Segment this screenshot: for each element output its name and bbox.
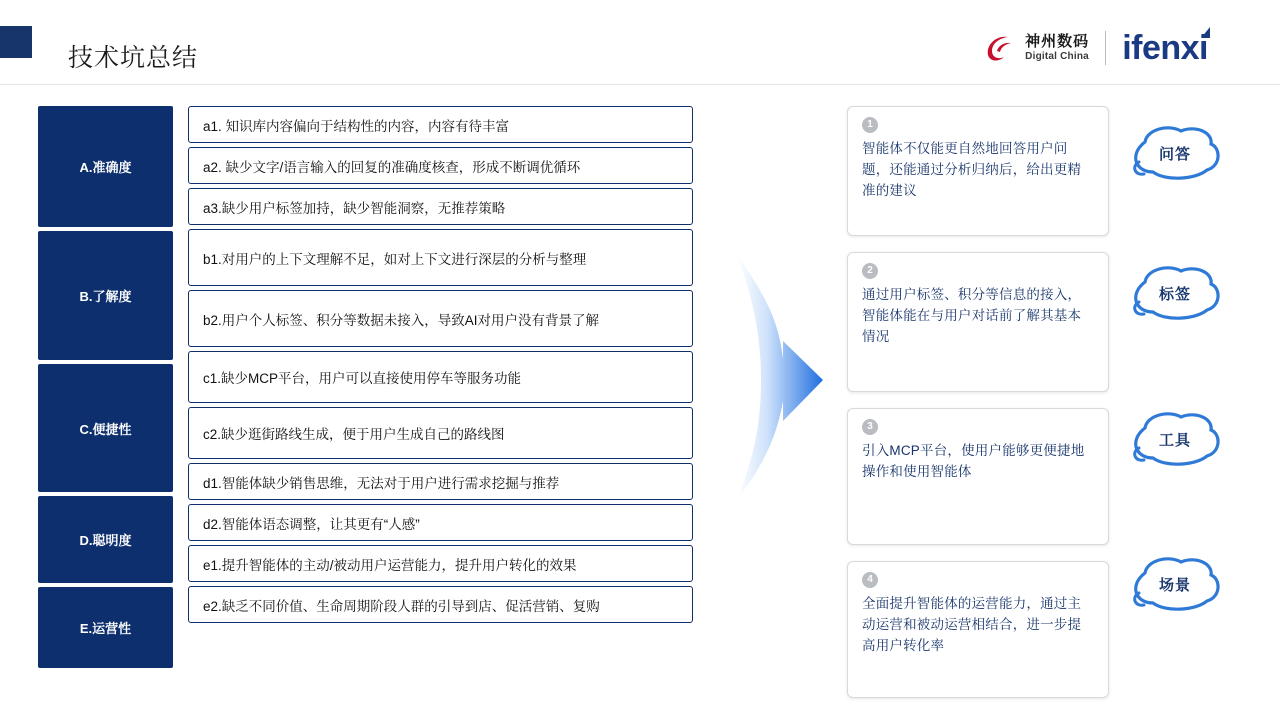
result-card-text: 全面提升智能体的运营能力，通过主动运营和被动运营相结合，进一步提高用户转化率 <box>862 596 1082 653</box>
category-block <box>38 364 173 492</box>
issue-item <box>188 188 693 225</box>
result-card-text: 通过用户标签、积分等信息的接入，智能体能在与用户对话前了解其基本情况 <box>862 287 1082 344</box>
result-card-text: 引入MCP平台，使用户能够更便捷地操作和使用智能体 <box>862 443 1085 479</box>
category-label: D.聪明度 <box>79 533 132 548</box>
issue-item-text: d2.智能体语态调整，让其更有“人感” <box>203 516 420 532</box>
result-card-text: 智能体不仅能更自然地回答用户问题，还能通过分析归纳后，给出更精准的建议 <box>862 141 1082 198</box>
page-title: 技术坑总结 <box>68 44 199 72</box>
digital-china-wordmark <box>1025 34 1089 62</box>
result-column <box>847 106 1109 714</box>
category-column <box>38 106 173 672</box>
issue-item <box>188 229 693 286</box>
brand-area <box>984 28 1208 68</box>
capability-bubble-label: 问答 <box>1158 145 1191 163</box>
issue-item <box>188 147 693 184</box>
issue-item <box>188 586 693 623</box>
category-label: A.准确度 <box>79 160 132 175</box>
issue-item <box>188 463 693 500</box>
issue-item <box>188 545 693 582</box>
result-card <box>847 561 1109 698</box>
issue-item-text: a2. 缺少文字/语言输入的回复的准确度核查，形成不断调优循环 <box>203 159 581 175</box>
result-card <box>847 106 1109 236</box>
issue-item-text: a1. 知识库内容偏向于结构性的内容，内容有待丰富 <box>203 118 510 134</box>
result-card-number: 4 <box>862 572 878 588</box>
category-block <box>38 231 173 360</box>
capability-bubble-label: 工具 <box>1158 431 1191 449</box>
capability-bubble-label: 场景 <box>1158 576 1191 594</box>
issue-item-text: c1.缺少MCP平台，用户可以直接使用停车等服务功能 <box>203 371 522 386</box>
result-card <box>847 408 1109 545</box>
ifenxi-accent-icon <box>1201 27 1210 38</box>
issue-item-text: e1.提升智能体的主动/被动用户运营能力，提升用户转化的效果 <box>203 557 577 573</box>
capability-bubble <box>1125 122 1225 184</box>
result-card-number: 2 <box>862 263 878 279</box>
capability-bubble-label: 标签 <box>1158 285 1191 303</box>
capability-bubble <box>1125 408 1225 470</box>
category-block <box>38 496 173 583</box>
issue-item <box>188 407 693 459</box>
issue-list <box>188 106 693 627</box>
capability-bubble <box>1125 553 1225 615</box>
category-label: E.运营性 <box>79 621 132 636</box>
issue-item-text: c2.缺少逛街路线生成，便于用户生成自己的路线图 <box>203 427 505 442</box>
category-label: B.了解度 <box>79 289 132 304</box>
issue-item-text: b2.用户个人标签、积分等数据未接入，导致AI对用户没有背景了解 <box>203 312 600 328</box>
ifenxi-label: ifenxi <box>1122 29 1208 67</box>
issue-item <box>188 351 693 403</box>
category-block <box>38 106 173 227</box>
header-accent-square <box>0 26 32 58</box>
ifenxi-wordmark <box>1122 31 1208 65</box>
issue-item <box>188 290 693 347</box>
capability-bubble <box>1125 262 1225 324</box>
issue-item <box>188 106 693 143</box>
digital-china-logo-icon <box>984 33 1018 63</box>
result-card-number: 1 <box>862 117 878 133</box>
category-block <box>38 587 173 668</box>
category-label: C.便捷性 <box>79 421 132 437</box>
result-card-number: 3 <box>862 419 878 435</box>
result-card <box>847 252 1109 392</box>
brand-name-cn: 神州数码 <box>1025 33 1090 50</box>
issue-item <box>188 504 693 541</box>
issue-item-text: e2.缺乏不同价值、生命周期阶段人群的引导到店、促活营销、复购 <box>203 598 600 614</box>
issue-item-text: a3.缺少用户标签加持，缺少智能洞察，无推荐策略 <box>203 200 506 216</box>
brand-name-en: Digital China <box>1025 50 1089 62</box>
issue-item-text: b1.对用户的上下文理解不足，如对上下文进行深层的分析与整理 <box>203 251 587 267</box>
issue-item-text: d1.智能体缺少销售思维，无法对于用户进行需求挖掘与推荐 <box>203 475 560 491</box>
page-header <box>0 0 1280 85</box>
brand-divider <box>1105 31 1106 65</box>
flow-arrow-icon <box>735 255 825 500</box>
